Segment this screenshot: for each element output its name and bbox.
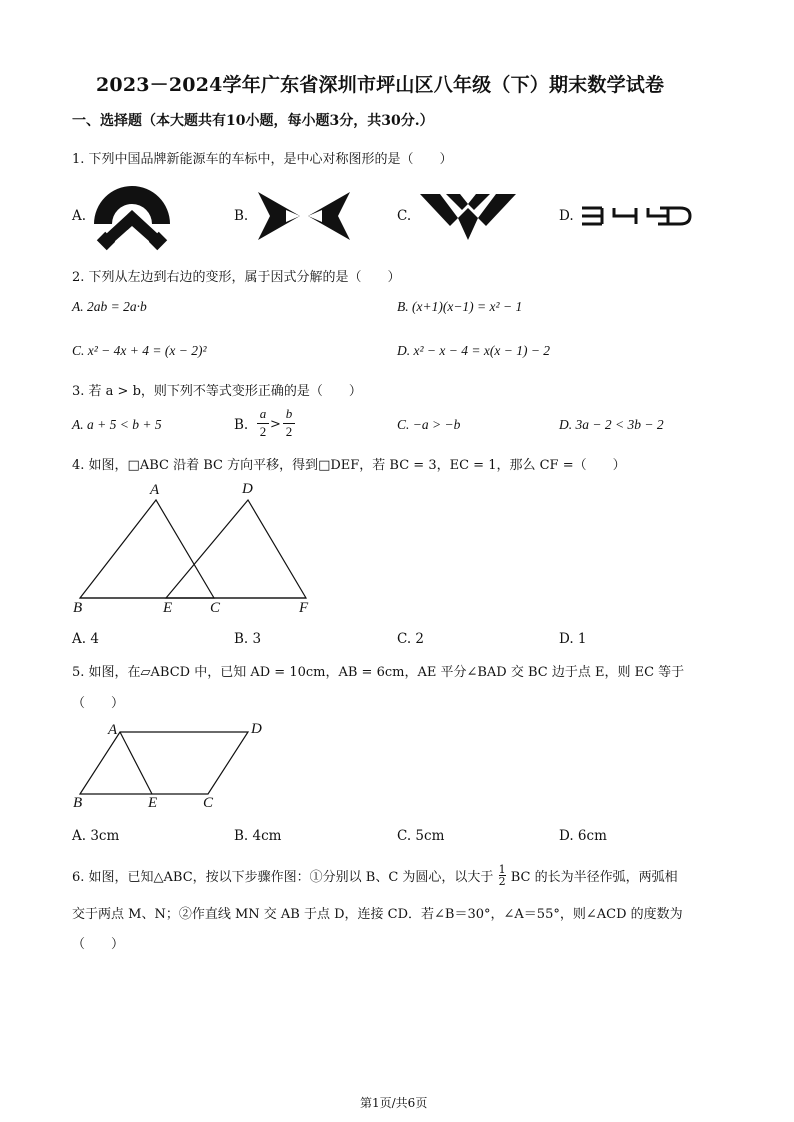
xpeng-logo [256, 190, 352, 242]
question-4-stem: 4. 如图，□ABC 沿着 BC 方向平移，得到□DEF，若 BC = 3，EC = 1，那么 CF =（ ） [72, 458, 626, 473]
question-5-stem-continued: （ ） [72, 696, 125, 711]
q1-option-a-label: A. [72, 208, 87, 224]
q4-option-c: C. 2 [397, 631, 425, 647]
fraction-numerator: b [285, 406, 293, 421]
question-6-line1 [72, 863, 678, 889]
q4-label-e: E [163, 600, 173, 616]
question-5-stem: 5. 如图，在▱ABCD 中，已知 AD = 10cm，AB = 6cm，AE 平分∠BAD 交 BC 边于点 E，则 EC 等于 [72, 665, 685, 680]
fraction-denominator: 2 [285, 424, 293, 439]
fraction-numerator: 1 [498, 863, 506, 876]
nio-logo [92, 180, 172, 252]
question-6-text-before-fraction: 6. 如图，已知△ABC，按以下步骤作图：①分别以 B、C 为圆心，以大于 [72, 870, 494, 885]
bisector-ae [120, 732, 152, 794]
q1-option-c-label: C. [397, 208, 412, 224]
q5-label-d: D [251, 721, 262, 737]
fraction-denominator: 2 [498, 875, 506, 888]
q4-label-b: B [73, 600, 83, 616]
q3-option-b-operator: > [270, 417, 281, 432]
q4-translation-figure [70, 480, 330, 620]
page-title: 2023－2024学年广东省深圳市坪山区八年级（下）期末数学试卷 [96, 74, 665, 96]
q4-label-c: C [210, 600, 221, 616]
q4-label-d: D [242, 481, 253, 497]
q4-option-d: D. 1 [559, 631, 587, 647]
q4-option-a: A. 4 [72, 631, 99, 647]
q3-option-c: C. −a > −b [397, 417, 461, 432]
q3-option-b-fraction2 [283, 406, 295, 440]
byd-logo [580, 206, 692, 226]
q3-option-d: D. 3a − 2 < 3b − 2 [559, 417, 664, 432]
q5-option-a: A. 3cm [72, 828, 120, 844]
wuling-logo [418, 192, 518, 242]
q4-label-a: A [150, 482, 160, 498]
q2-option-d: D. x² − x − 4 = x(x − 1) − 2 [397, 343, 551, 358]
q5-option-d: D. 6cm [559, 828, 607, 844]
q5-label-e: E [148, 795, 158, 811]
question-6-fraction [499, 864, 506, 887]
q5-label-c: C [203, 795, 214, 811]
triangle-def [166, 500, 306, 598]
q5-label-b: B [73, 795, 83, 811]
q3-option-b-fraction1 [257, 406, 269, 440]
q2-option-c: C. x² − 4x + 4 = (x − 2)² [72, 343, 207, 358]
q5-option-b: B. 4cm [234, 828, 282, 844]
q2-option-a: A. 2ab = 2a·b [72, 299, 147, 314]
q4-label-f: F [299, 600, 309, 616]
q3-option-a: A. a + 5 < b + 5 [72, 417, 162, 432]
section-heading: 一、选择题（本大题共有10小题，每小题3分，共30分.） [72, 113, 434, 129]
question-3-stem: 3. 若 a > b，则下列不等式变形正确的是（ ） [72, 384, 362, 399]
q4-option-b: B. 3 [234, 631, 262, 647]
question-6-line3: （ ） [72, 937, 125, 952]
page-footer: 第1页/共6页 [360, 1096, 428, 1110]
q5-option-c: C. 5cm [397, 828, 445, 844]
q5-label-a: A [108, 722, 118, 738]
fraction-denominator: 2 [259, 424, 267, 439]
parallelogram-abcd [80, 732, 248, 794]
question-6-line2: 交于两点 M、N；②作直线 MN 交 AB 于点 D，连接 CD．若∠B＝30°，∠A＝55°，则∠ACD 的度数为 [72, 907, 683, 922]
question-2-stem: 2. 下列从左边到右边的变形，属于因式分解的是（ ） [72, 270, 401, 285]
q3-option-b-label: B. [234, 417, 249, 433]
q2-option-b: B. (x+1)(x−1) = x² − 1 [397, 299, 523, 314]
q1-option-d-label: D. [559, 208, 574, 224]
q5-parallelogram-figure [72, 718, 262, 808]
triangle-abc [80, 500, 214, 598]
question-1-stem: 1. 下列中国品牌新能源车的车标中，是中心对称图形的是（ ） [72, 152, 453, 167]
q1-option-b-label: B. [234, 208, 249, 224]
question-6-text-after-fraction: BC 的长为半径作弧，两弧相 [510, 870, 678, 885]
fraction-numerator: a [259, 406, 267, 421]
